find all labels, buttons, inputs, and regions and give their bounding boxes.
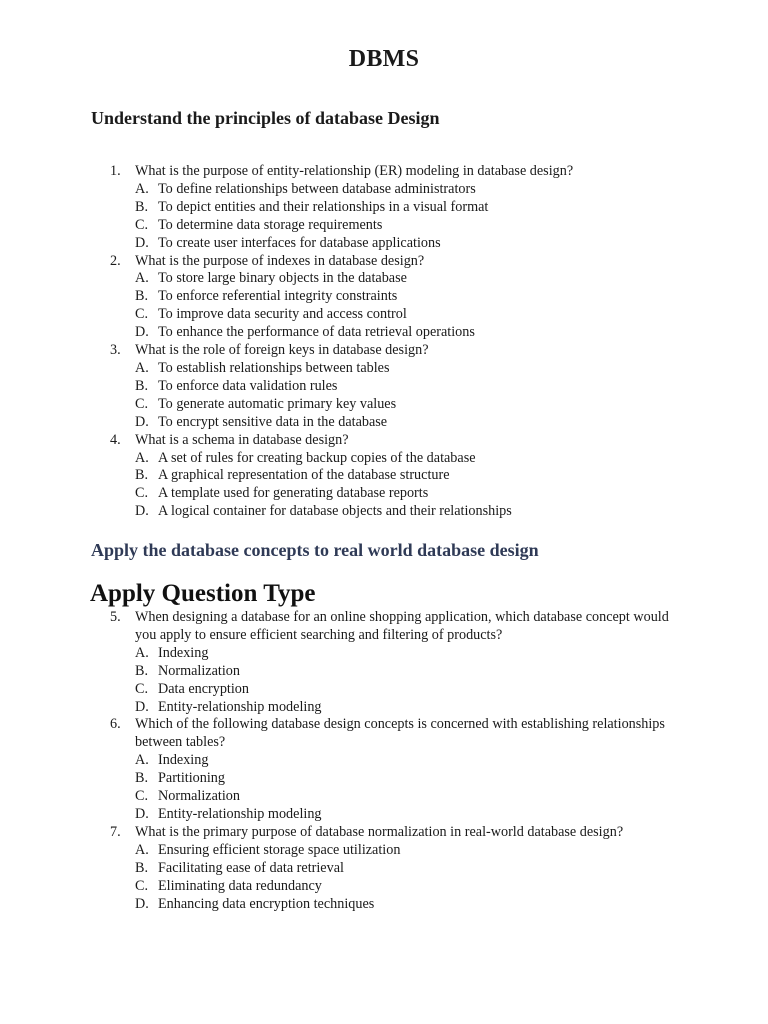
question-number: 5. xyxy=(110,609,121,625)
option-text: To define relationships between database administrators xyxy=(158,180,476,197)
answer-option xyxy=(110,217,690,235)
answer-option xyxy=(110,235,690,253)
option-letter: C. xyxy=(135,680,149,697)
option-text: Data encryption xyxy=(158,680,249,697)
option-letter: A. xyxy=(135,841,149,858)
option-letter: D. xyxy=(135,698,149,715)
answer-option xyxy=(110,645,690,663)
question-number: 3. xyxy=(110,342,121,359)
option-letter: A. xyxy=(135,359,149,376)
option-text: Normalization xyxy=(158,788,240,805)
option-letter: C. xyxy=(135,788,149,805)
question-list-principles xyxy=(110,163,690,521)
answer-option xyxy=(110,288,690,306)
option-letter: A. xyxy=(135,180,149,197)
option-letter: A. xyxy=(135,449,149,466)
answer-option xyxy=(110,414,690,432)
section-heading-apply: Apply the database concepts to real world database design xyxy=(91,540,539,560)
option-text: Normalization xyxy=(158,662,240,679)
answer-option xyxy=(110,806,690,824)
question-text: What is the role of foreign keys in database design? xyxy=(135,342,429,359)
answer-option xyxy=(110,181,690,199)
answer-option xyxy=(110,878,690,896)
question-text: Which of the following database design concepts is concerned with establishing relationships between tables? xyxy=(135,716,665,751)
answer-option xyxy=(110,770,690,788)
option-text: Entity-relationship modeling xyxy=(158,698,322,715)
question-text: What is the purpose of entity-relationship (ER) modeling in database design? xyxy=(135,163,574,179)
option-letter: A. xyxy=(135,644,149,661)
option-text: Partitioning xyxy=(158,770,225,787)
question-item xyxy=(110,163,690,181)
answer-option xyxy=(110,503,690,521)
answer-option xyxy=(110,270,690,288)
answer-option xyxy=(110,450,690,468)
option-letter: C. xyxy=(135,216,149,233)
option-text: Indexing xyxy=(158,752,209,769)
option-letter: B. xyxy=(135,467,149,484)
answer-option xyxy=(110,896,690,914)
option-text: Indexing xyxy=(158,644,209,661)
question-number: 2. xyxy=(110,252,121,269)
question-number: 6. xyxy=(110,716,121,733)
option-text: To depict entities and their relationships in a visual format xyxy=(158,198,489,215)
answer-option xyxy=(110,467,690,485)
option-text: To determine data storage requirements xyxy=(158,216,383,233)
answer-option xyxy=(110,860,690,878)
question-number: 7. xyxy=(110,823,121,840)
section-heading-principles: Understand the principles of database Design xyxy=(91,108,440,128)
option-text: To store large binary objects in the database xyxy=(158,270,407,287)
option-text: A template used for generating database reports xyxy=(158,485,429,502)
answer-option xyxy=(110,199,690,217)
option-letter: D. xyxy=(135,234,149,251)
document-title: DBMS xyxy=(348,46,420,72)
question-text: What is the purpose of indexes in database design? xyxy=(135,252,425,269)
option-letter: D. xyxy=(135,413,149,430)
option-letter: C. xyxy=(135,485,149,502)
question-list-apply xyxy=(110,609,690,913)
question-number: 1. xyxy=(110,163,121,179)
answer-option xyxy=(110,663,690,681)
question-item xyxy=(110,824,690,842)
option-text: To generate automatic primary key values xyxy=(158,395,397,412)
question-item xyxy=(110,342,690,360)
option-letter: C. xyxy=(135,877,149,894)
question-item xyxy=(110,609,690,645)
option-letter: B. xyxy=(135,662,149,679)
question-number: 4. xyxy=(110,431,121,448)
option-text: To create user interfaces for database applications xyxy=(158,234,441,251)
question-text: When designing a database for an online shopping application, which database concept would you apply to ensure efficient searching and filtering of products? xyxy=(135,609,669,643)
option-text: Ensuring efficient storage space utilization xyxy=(158,841,401,858)
answer-option xyxy=(110,681,690,699)
option-text: To establish relationships between tables xyxy=(158,359,390,376)
option-letter: D. xyxy=(135,503,149,520)
answer-option xyxy=(110,788,690,806)
option-letter: D. xyxy=(135,805,149,822)
option-letter: D. xyxy=(135,324,149,341)
answer-option xyxy=(110,306,690,324)
answer-option xyxy=(110,360,690,378)
option-text: Facilitating ease of data retrieval xyxy=(158,859,344,876)
option-text: To encrypt sensitive data in the database xyxy=(158,413,388,430)
question-item xyxy=(110,716,690,752)
question-text: What is the primary purpose of database normalization in real-world database design? xyxy=(135,823,624,840)
option-text: A logical container for database objects and their relationships xyxy=(158,503,512,520)
option-text: To enforce data validation rules xyxy=(158,377,338,394)
option-letter: C. xyxy=(135,306,149,323)
answer-option xyxy=(110,378,690,396)
option-letter: A. xyxy=(135,270,149,287)
answer-option xyxy=(110,396,690,414)
option-text: Entity-relationship modeling xyxy=(158,805,322,822)
answer-option xyxy=(110,752,690,770)
question-item xyxy=(110,432,690,450)
option-letter: D. xyxy=(135,895,149,912)
answer-option xyxy=(110,699,690,717)
option-text: To improve data security and access control xyxy=(158,306,407,323)
option-text: Enhancing data encryption techniques xyxy=(158,895,375,912)
option-letter: B. xyxy=(135,288,149,305)
option-text: To enforce referential integrity constraints xyxy=(158,288,398,305)
option-text: Eliminating data redundancy xyxy=(158,877,322,894)
question-text: What is a schema in database design? xyxy=(135,431,349,448)
option-letter: B. xyxy=(135,770,149,787)
option-text: To enhance the performance of data retrieval operations xyxy=(158,324,475,341)
option-letter: C. xyxy=(135,395,149,412)
option-letter: A. xyxy=(135,752,149,769)
apply-question-type-heading: Apply Question Type xyxy=(90,580,316,607)
option-letter: B. xyxy=(135,377,149,394)
option-text: A set of rules for creating backup copies of the database xyxy=(158,449,476,466)
answer-option xyxy=(110,324,690,342)
option-text: A graphical representation of the database structure xyxy=(158,467,450,484)
option-letter: B. xyxy=(135,198,149,215)
question-item xyxy=(110,253,690,271)
answer-option xyxy=(110,842,690,860)
option-letter: B. xyxy=(135,859,149,876)
answer-option xyxy=(110,485,690,503)
